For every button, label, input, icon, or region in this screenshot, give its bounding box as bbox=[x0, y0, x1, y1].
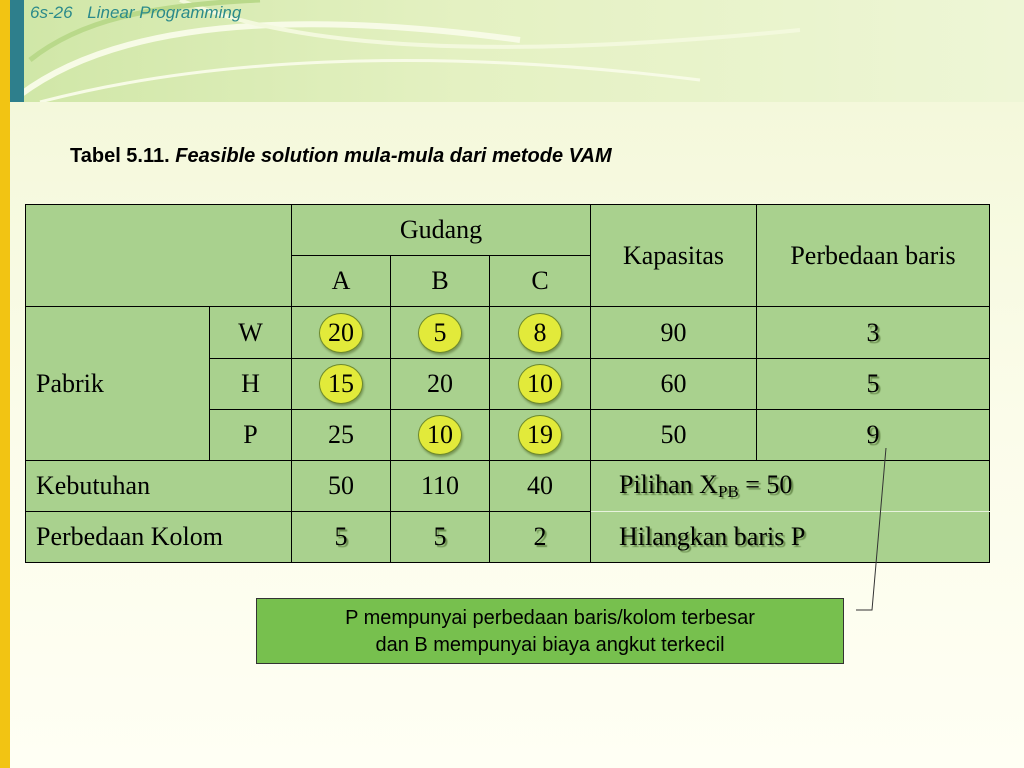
header-perbedaan-baris: Perbedaan baris bbox=[757, 205, 990, 307]
circled-cost: 8 bbox=[518, 313, 562, 353]
kolom-diff-a: 5 bbox=[292, 512, 391, 563]
header-col-c: C bbox=[490, 256, 591, 307]
row-diff-h: 5 bbox=[757, 359, 990, 410]
header-kapasitas: Kapasitas bbox=[591, 205, 757, 307]
circled-cost: 19 bbox=[518, 415, 562, 455]
row-diff-p: 9 bbox=[757, 410, 990, 461]
kolom-diff-c: 2 bbox=[490, 512, 591, 563]
row-diff-w: 3 bbox=[757, 307, 990, 359]
caption-title: Feasible solution mula-mula dari metode VAM bbox=[175, 145, 612, 167]
note-line-2: dan B mempunyai biaya angkut terkecil bbox=[375, 634, 725, 656]
note-line-1: P mempunyai perbedaan baris/kolom terbesar bbox=[345, 607, 755, 629]
circled-cost: 10 bbox=[518, 364, 562, 404]
kolom-diff-b: 5 bbox=[391, 512, 490, 563]
slide-number: 6s-26 bbox=[30, 3, 73, 22]
row-label-kebutuhan: Kebutuhan bbox=[26, 461, 292, 512]
row-name-p: P bbox=[210, 410, 292, 461]
header-gudang: Gudang bbox=[292, 205, 591, 256]
pilihan-prefix: Pilihan X bbox=[619, 470, 718, 499]
circled-cost: 20 bbox=[319, 313, 363, 353]
header-col-b: B bbox=[391, 256, 490, 307]
cell-p-a: 25 bbox=[292, 410, 391, 461]
row-label-perbedaan-kolom: Perbedaan Kolom bbox=[26, 512, 292, 563]
explanation-note bbox=[256, 598, 844, 664]
course-title: Linear Programming bbox=[87, 3, 242, 22]
row-label-pabrik: Pabrik bbox=[26, 307, 210, 461]
caption-label: Tabel 5.11. bbox=[70, 145, 170, 167]
kebutuhan-c: 40 bbox=[490, 461, 591, 512]
circled-cost: 10 bbox=[418, 415, 462, 455]
row-name-h: H bbox=[210, 359, 292, 410]
capacity-h: 60 bbox=[591, 359, 757, 410]
capacity-p: 50 bbox=[591, 410, 757, 461]
hilangkan-text: Hilangkan baris P bbox=[619, 522, 806, 551]
row-name-w: W bbox=[210, 307, 292, 359]
circled-cost: 5 bbox=[418, 313, 462, 353]
pointer-line bbox=[856, 448, 886, 610]
pilihan-suffix: = 50 bbox=[738, 470, 793, 499]
cell-h-b: 20 bbox=[391, 359, 490, 410]
kebutuhan-a: 50 bbox=[292, 461, 391, 512]
pilihan-subscript: PB bbox=[717, 482, 739, 501]
circled-cost: 15 bbox=[319, 364, 363, 404]
capacity-w: 90 bbox=[591, 307, 757, 359]
header-col-a: A bbox=[292, 256, 391, 307]
kebutuhan-b: 110 bbox=[391, 461, 490, 512]
